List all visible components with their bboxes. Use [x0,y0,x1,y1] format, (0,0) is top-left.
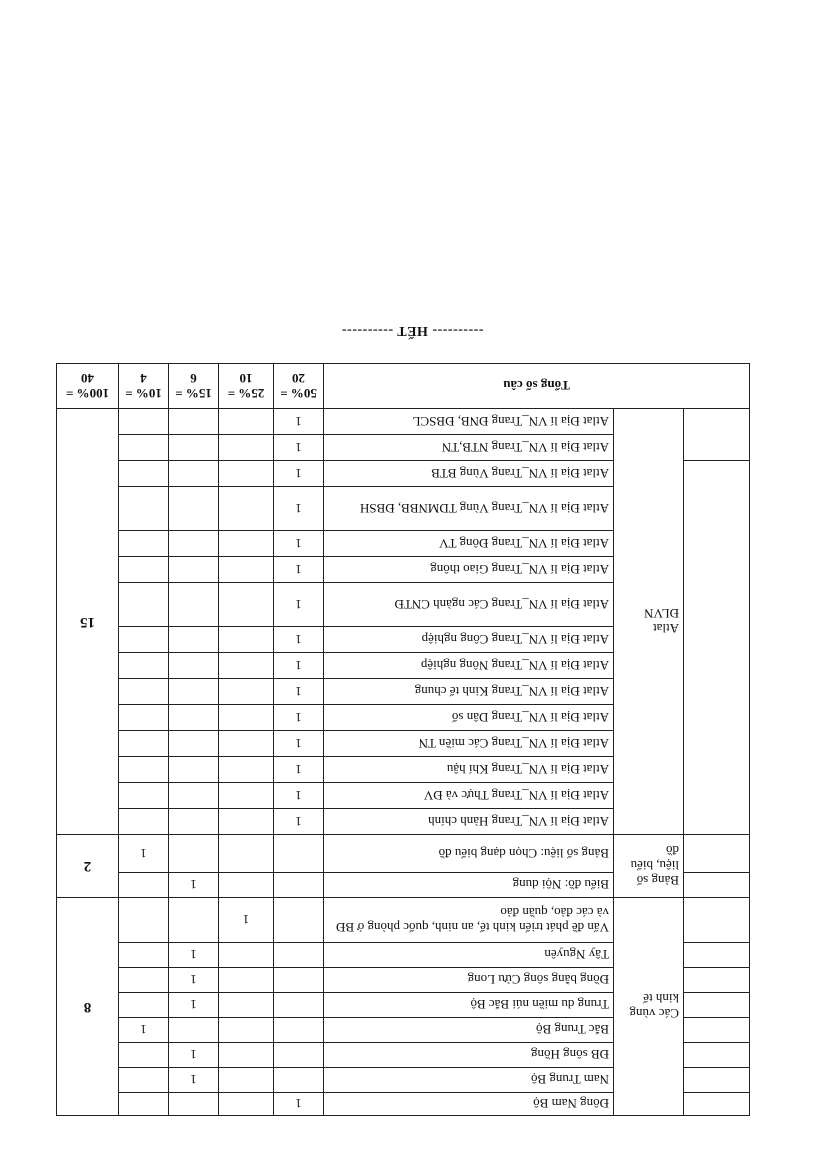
cell-50: 1 [274,809,324,835]
table-row [57,809,750,835]
cell-25 [219,835,274,873]
cell-50: 1 [274,627,324,653]
cell-25 [219,627,274,653]
total-10: 10% = 4 [119,364,169,409]
empty-cell [684,1043,750,1068]
cell-50: 1 [274,679,324,705]
cell-10 [119,531,169,557]
cell-50 [274,968,324,993]
cell-50: 1 [274,487,324,531]
row-content: Atlat Địa lí VN_Trang Vùng BTB [324,461,614,487]
total-bang: 2 [57,835,119,898]
row-content: Atlat Địa lí VN_Trang Vùng TDMNBB, ĐBSH [324,487,614,531]
cell-15 [169,409,219,435]
empty-cell [684,943,750,968]
cell-10: 1 [119,1018,169,1043]
cell-50: 1 [274,583,324,627]
total-25: 25% = 10 [219,364,274,409]
row-content: Đông Nam Bộ [324,1093,614,1116]
cell-25 [219,757,274,783]
cell-10 [119,898,169,943]
cell-10 [119,993,169,1018]
cell-15: 1 [169,873,219,898]
cell-15: 1 [169,993,219,1018]
row-content: Atlat Địa lí VN_Trang Hành chính [324,809,614,835]
row-content: Atlat Địa lí VN_Trang Khí hậu [324,757,614,783]
cell-15: 1 [169,968,219,993]
total-50: 50% = 20 [274,364,324,409]
total-row [57,364,750,409]
row-content: Atlat Địa lí VN_Trang Nông nghiệp [324,653,614,679]
cell-15 [169,487,219,531]
row-content: Vấn đề phát triển kinh tế, an ninh, quốc phòng ở BĐ và các đảo, quần đảo [324,898,614,943]
cell-15 [169,557,219,583]
cell-50: 1 [274,653,324,679]
cell-50: 1 [274,705,324,731]
cell-15 [169,783,219,809]
cell-15 [169,531,219,557]
table-row [57,873,750,898]
cell-25 [219,783,274,809]
cell-10 [119,968,169,993]
cell-10 [119,783,169,809]
cell-10 [119,1093,169,1116]
row-content: Atlat Địa lí VN_Trang Công nghiệp [324,627,614,653]
cell-10 [119,653,169,679]
cell-50 [274,993,324,1018]
cell-50 [274,1043,324,1068]
row-content: Bắc Trung Bộ [324,1018,614,1043]
cell-25 [219,557,274,583]
cell-50: 1 [274,1093,324,1116]
cell-15 [169,653,219,679]
total-atlat: 15 [57,409,119,835]
cell-15 [169,435,219,461]
cell-15 [169,583,219,627]
cell-15 [169,1093,219,1116]
row-content: Atlat Địa lí VN_Trang Kinh tế chung [324,679,614,705]
cell-15 [169,731,219,757]
cell-25 [219,435,274,461]
cell-15 [169,835,219,873]
cell-15: 1 [169,943,219,968]
row-content: Atlat Địa lí VN_Trang Các ngành CNTĐ [324,583,614,627]
cell-50 [274,1068,324,1093]
empty-cell [684,898,750,943]
cell-50 [274,898,324,943]
cell-50 [274,873,324,898]
cell-25 [219,993,274,1018]
empty-cell [684,1068,750,1093]
cell-10 [119,409,169,435]
cell-50: 1 [274,757,324,783]
total-label: Tổng số câu [324,364,750,409]
cell-25 [219,1068,274,1093]
cell-10 [119,627,169,653]
cell-25 [219,583,274,627]
empty-cell [684,409,750,461]
group-label-vung: Các vùng kinh tế [614,898,684,1116]
empty-cell [684,835,750,873]
row-content: Tây Nguyên [324,943,614,968]
cell-25 [219,705,274,731]
row-content: Bảng số liệu: Chọn dạng biểu đồ [324,835,614,873]
cell-15 [169,1018,219,1043]
cell-10 [119,557,169,583]
cell-10 [119,809,169,835]
cell-25 [219,809,274,835]
total-vung: 8 [57,898,119,1116]
group-label-bang: Bảng số liệu, biểu đồ [614,835,684,898]
row-content: Biểu đồ: Nội dung [324,873,614,898]
cell-10 [119,705,169,731]
cell-15 [169,627,219,653]
table-row [57,1093,750,1116]
total-100: 100% = 40 [57,364,119,409]
cell-15: 1 [169,1043,219,1068]
empty-cell [684,968,750,993]
cell-15 [169,705,219,731]
empty-cell [684,1018,750,1043]
cell-10 [119,943,169,968]
cell-15 [169,757,219,783]
cell-50: 1 [274,531,324,557]
row-content: Atlat Địa lí VN_Trang NTB,TN [324,435,614,461]
row-content: Atlat Địa lí VN_Trang Thực và ĐV [324,783,614,809]
cell-25 [219,1043,274,1068]
row-content: Nam Trung Bộ [324,1068,614,1093]
row-content: Atlat Địa lí VN_Trang Đông TV [324,531,614,557]
cell-15: 1 [169,1068,219,1093]
cell-10 [119,731,169,757]
cell-10 [119,1068,169,1093]
cell-15 [169,898,219,943]
row-content: Trung du miền núi Bắc Bộ [324,993,614,1018]
cell-50: 1 [274,409,324,435]
row-content: ĐB sông Hồng [324,1043,614,1068]
matrix-body [57,364,750,1116]
cell-50 [274,943,324,968]
cell-25 [219,1093,274,1116]
cell-25 [219,409,274,435]
cell-50: 1 [274,783,324,809]
cell-50: 1 [274,461,324,487]
cell-25 [219,653,274,679]
cell-50: 1 [274,731,324,757]
empty-cell [684,873,750,898]
cell-15 [169,461,219,487]
cell-25 [219,1018,274,1043]
cell-25 [219,943,274,968]
row-content: Atlat Địa lí VN_Trang Dân số [324,705,614,731]
row-content: Đồng bằng sông Cửu Long [324,968,614,993]
cell-10 [119,583,169,627]
cell-10 [119,461,169,487]
empty-cell [684,993,750,1018]
total-15: 15% = 6 [169,364,219,409]
cell-25 [219,461,274,487]
cell-15 [169,809,219,835]
group-label-atlat: Atlat ĐLVN [614,409,684,835]
cell-15 [169,679,219,705]
cell-50 [274,835,324,873]
row-content: Atlat Địa lí VN_Trang Giao thông [324,557,614,583]
question-matrix-table [56,363,750,1116]
cell-25 [219,968,274,993]
end-marker: ---------- HẾT ---------- [341,323,484,338]
row-content: Atlat Địa lí VN_Trang Các miền TN [324,731,614,757]
empty-cell [684,461,750,835]
cell-25: 1 [219,898,274,943]
cell-50 [274,1018,324,1043]
cell-10 [119,679,169,705]
cell-50: 1 [274,435,324,461]
cell-10 [119,435,169,461]
cell-10 [119,757,169,783]
cell-10 [119,1043,169,1068]
cell-25 [219,531,274,557]
cell-25 [219,679,274,705]
cell-10: 1 [119,835,169,873]
cell-25 [219,731,274,757]
cell-25 [219,873,274,898]
cell-10 [119,487,169,531]
row-content: Atlat Địa lí VN_Trang ĐNB, ĐBSCL [324,409,614,435]
cell-50: 1 [274,557,324,583]
empty-cell [684,1093,750,1116]
cell-25 [219,487,274,531]
cell-10 [119,873,169,898]
